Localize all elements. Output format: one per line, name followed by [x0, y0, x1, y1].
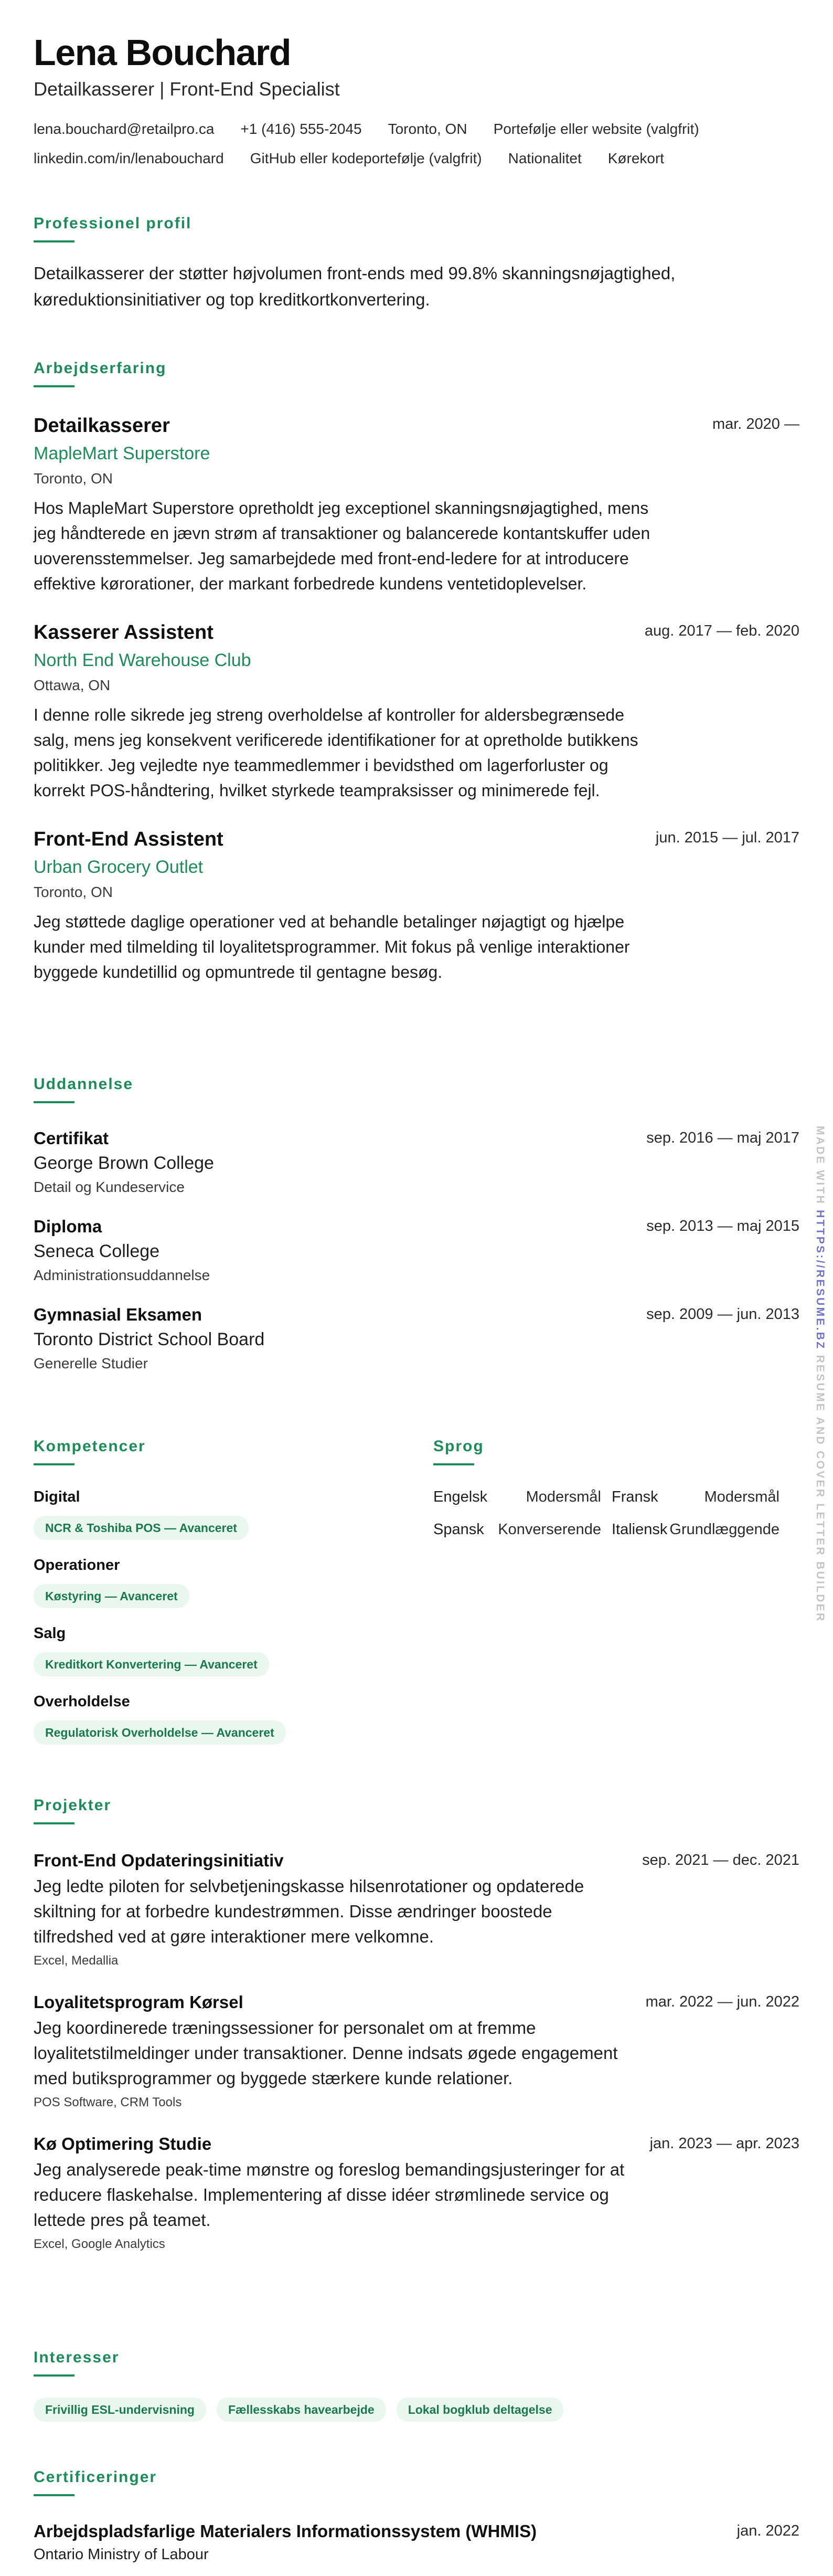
projects-section: [34, 1796, 799, 2253]
section-underline: [34, 2374, 74, 2377]
job-description: Hos MapleMart Superstore opretholdt jeg exceptionel skanningsnøjagtighed, mens jeg håndterede en jævn strøm af transaktioner og balancerede kontantskuffer uden uoverensstemmelser. Jeg samarbejdede med front-end-ledere for at introducere effektive kørorationer, der markant forbedrede kundens ventetidoplevelser.: [34, 499, 650, 593]
builder-watermark: [812, 1126, 831, 1623]
skill-category: Operationer: [34, 1557, 120, 1574]
interests-list: [34, 2398, 799, 2422]
education-school: George Brown College: [34, 1153, 214, 1173]
skill-tag: NCR & Toshiba POS — Avanceret: [34, 1516, 249, 1540]
watermark-link[interactable]: HTTPS://RESUME.BZ: [814, 1210, 826, 1350]
language-level: Konverserende: [498, 1521, 601, 1538]
language-name: Fransk: [612, 1488, 658, 1505]
job-title: Detailkasserer: [34, 415, 170, 437]
interest-tag: Fællesskabs havearbejde: [217, 2398, 386, 2422]
certifications-section: [34, 2468, 799, 2564]
contact-email[interactable]: lena.bouchard@retailpro.ca: [34, 121, 215, 137]
section-underline: [34, 1463, 74, 1465]
contact-location: Toronto, ON: [388, 121, 467, 137]
section-title: Arbejdserfaring: [34, 360, 167, 377]
project-entry: [34, 2133, 799, 2253]
section-title: Sprog: [433, 1438, 484, 1455]
language-item: [433, 1520, 601, 1539]
contact-nationality: Nationalitet: [508, 150, 582, 166]
languages-grid: [433, 1487, 800, 1539]
job-entry: [34, 827, 799, 985]
project-description: Jeg analyserede peak-time mønstre og foreslog bemandingsjusteringer for at reducere flaskehalse. Implementering af disse idéer strømlinede service og lettede pres på teamet.: [34, 2160, 625, 2230]
education-date: sep. 2013 — maj 2015: [646, 1218, 799, 1234]
skill-group: [34, 1556, 401, 1608]
job-title: Kasserer Assistent: [34, 621, 213, 643]
education-field: Administrationsuddannelse: [34, 1267, 210, 1283]
skill-group: [34, 1692, 401, 1745]
job-description: I denne rolle sikrede jeg streng overholdelse af kontroller for aldersbegrænsede salg, mens jeg konsekvent verificerede identifikationer for at opretholde butikkens politikker. Jeg vejledte nye teammedlemmer i bevidsthed om lagerforluster og korrekt POS-håndtering, hvilket styrkede teampraksisser og minimerede fejl.: [34, 705, 638, 800]
certification-entry: [34, 2520, 799, 2564]
section-underline: [433, 1463, 474, 1465]
job-date: jun. 2015 — jul. 2017: [655, 829, 799, 846]
section-underline: [34, 1822, 74, 1824]
education-school: Toronto District School Board: [34, 1329, 265, 1349]
project-entry: [34, 1991, 799, 2111]
job-company: MapleMart Superstore: [34, 444, 210, 463]
job-title: Front-End Assistent: [34, 828, 223, 850]
contact-drivers-license: Kørekort: [607, 150, 665, 166]
profile-summary: Detailkasserer der støtter højvolumen front-ends med 99.8% skanningsnøjagtighed, køreduktionsinitiativer og top kreditkortkonvertering.: [34, 263, 676, 309]
candidate-name: Lena Bouchard: [34, 32, 291, 73]
job-location: Toronto, ON: [34, 470, 113, 487]
profile-section: [34, 214, 799, 313]
section-title: Professionel profil: [34, 215, 192, 232]
education-date: sep. 2016 — maj 2017: [646, 1129, 799, 1146]
interest-tag: Lokal bogklub deltagelse: [397, 2398, 564, 2422]
skill-group: [34, 1487, 401, 1540]
job-location: Ottawa, ON: [34, 677, 111, 693]
project-title: Loyalitetsprogram Kørsel: [34, 1992, 243, 2012]
section-title: Uddannelse: [34, 1075, 134, 1093]
project-tools: Excel, Medallia: [34, 1954, 119, 1968]
education-degree: Certifikat: [34, 1128, 109, 1148]
project-tools: Excel, Google Analytics: [34, 2237, 165, 2251]
candidate-role: Detailkasserer | Front-End Specialist: [34, 78, 340, 100]
education-date: sep. 2009 — jun. 2013: [646, 1306, 799, 1323]
education-entry: [34, 1127, 799, 1197]
project-date: mar. 2022 — jun. 2022: [645, 1993, 799, 2010]
section-underline: [34, 240, 74, 242]
skill-group: [34, 1624, 401, 1676]
skill-category: Salg: [34, 1625, 66, 1642]
project-title: Front-End Opdateringsinitiativ: [34, 1851, 284, 1870]
skill-category: Digital: [34, 1488, 80, 1505]
job-company: Urban Grocery Outlet: [34, 857, 204, 877]
project-tools: POS Software, CRM Tools: [34, 2095, 182, 2109]
education-entry: [34, 1216, 799, 1285]
contact-row-secondary: [34, 149, 799, 168]
watermark-text: [812, 1126, 828, 1622]
skill-category: Overholdelse: [34, 1693, 130, 1710]
skills-section: [34, 1437, 401, 1745]
watermark-prefix: MADE WITH: [814, 1126, 826, 1206]
skill-tag: Køstyring — Avanceret: [34, 1584, 189, 1608]
section-underline: [34, 385, 74, 387]
language-item: [433, 1487, 601, 1506]
education-section: [34, 1075, 799, 1373]
watermark-suffix: RESUME AND COVER LETTER BUILDER: [814, 1355, 826, 1623]
job-date: aug. 2017 — feb. 2020: [644, 622, 799, 639]
resume-header: [34, 31, 799, 168]
project-description: Jeg ledte piloten for selvbetjeningskasse hilsenrotationer og opdaterede skiltning for at forbedre kundestrømmen. Disse ændringer boostede tilfredshed ved at gøre interaktioner mere velkomne.: [34, 1876, 584, 1946]
project-entry: [34, 1850, 799, 1969]
education-entry: [34, 1304, 799, 1373]
education-degree: Gymnasial Eksamen: [34, 1305, 202, 1324]
interest-tag: Frivillig ESL-undervisning: [34, 2398, 206, 2422]
section-title: Interesser: [34, 2349, 120, 2366]
section-title: Certificeringer: [34, 2468, 157, 2486]
project-description: Jeg koordinerede træningssessioner for personalet om at fremme loyalitetstilmeldinger under transaktioner. Denne indsats øgede engagement med butiksprogrammer og byggede stærkere kunde relationer.: [34, 2018, 618, 2088]
project-title: Kø Optimering Studie: [34, 2134, 212, 2153]
certification-name: Arbejdspladsfarlige Materialers Informationssystem (WHMIS): [34, 2521, 537, 2541]
job-location: Toronto, ON: [34, 884, 113, 900]
certification-date: jan. 2022: [736, 2522, 799, 2539]
education-school: Seneca College: [34, 1241, 160, 1261]
job-company: North End Warehouse Club: [34, 650, 251, 670]
education-field: Detail og Kundeservice: [34, 1179, 185, 1195]
contact-phone[interactable]: +1 (416) 555-2045: [240, 121, 362, 137]
section-underline: [34, 2494, 74, 2496]
language-level: Modersmål: [704, 1488, 779, 1505]
project-date: jan. 2023 — apr. 2023: [649, 2135, 799, 2152]
experience-section: [34, 359, 799, 985]
job-description: Jeg støttede daglige operationer ved at behandle betalinger nøjagtigt og hjælpe kunder med tilmelding til loyalitetsprogrammer. Mit fokus på venlige interaktioner byggede kundetillid og opmuntrede til gentagne besøg.: [34, 912, 630, 981]
contact-row-primary: [34, 120, 799, 139]
section-title: Kompetencer: [34, 1438, 146, 1455]
language-name: Engelsk: [433, 1488, 488, 1505]
language-level: Modersmål: [526, 1488, 601, 1505]
job-entry: [34, 620, 799, 803]
education-degree: Diploma: [34, 1217, 102, 1236]
section-title: Projekter: [34, 1797, 112, 1814]
skill-tag: Regulatorisk Overholdelse — Avanceret: [34, 1720, 286, 1745]
project-date: sep. 2021 — dec. 2021: [642, 1852, 799, 1868]
language-item: [612, 1520, 779, 1539]
interests-section: [34, 2348, 799, 2422]
skill-tag: Kreditkort Konvertering — Avanceret: [34, 1652, 269, 1676]
languages-section: [433, 1437, 800, 1539]
education-field: Generelle Studier: [34, 1355, 148, 1371]
section-underline: [34, 1101, 74, 1103]
contact-github[interactable]: GitHub eller kodeportefølje (valgfrit): [250, 150, 482, 166]
language-name: Spansk: [433, 1521, 484, 1538]
job-date: mar. 2020 —: [712, 416, 799, 432]
certification-issuer: Ontario Ministry of Labour: [34, 2546, 209, 2563]
language-level: Grundlæggende: [669, 1521, 779, 1538]
contact-linkedin[interactable]: linkedin.com/in/lenabouchard: [34, 150, 224, 166]
language-item: [612, 1487, 779, 1506]
job-entry: [34, 414, 799, 596]
language-name: Italiensk: [612, 1521, 668, 1538]
contact-portfolio[interactable]: Portefølje eller website (valgfrit): [493, 121, 699, 137]
